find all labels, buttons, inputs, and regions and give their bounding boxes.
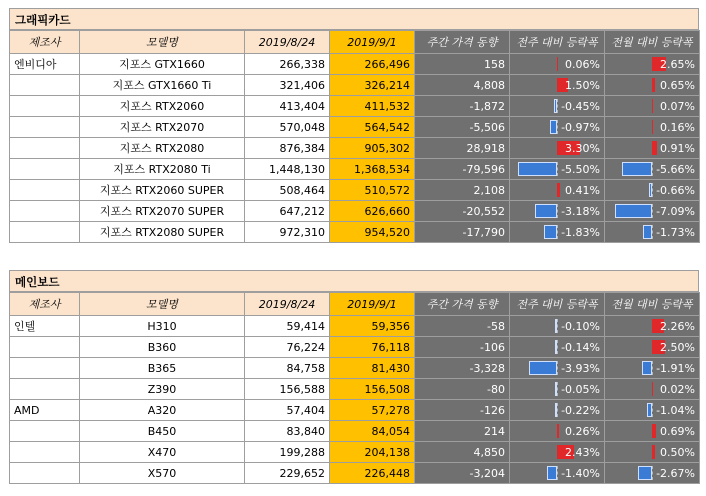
price-date1-cell: 647,212 bbox=[245, 201, 330, 222]
zero-line bbox=[652, 466, 653, 480]
price-date2-cell: 76,118 bbox=[330, 337, 415, 358]
model-cell: A320 bbox=[80, 400, 245, 421]
table-row bbox=[10, 358, 700, 379]
header-month-change: 전월 대비 등락폭 bbox=[605, 293, 700, 316]
model-cell: 지포스 RTX2080 SUPER bbox=[80, 222, 245, 243]
model-cell: 지포스 RTX2070 bbox=[80, 117, 245, 138]
price-date1-cell: 1,448,130 bbox=[245, 159, 330, 180]
zero-line bbox=[557, 204, 558, 218]
header-month-change: 전월 대비 등락폭 bbox=[605, 31, 700, 54]
price-date1-cell: 156,588 bbox=[245, 379, 330, 400]
month-change-cell bbox=[605, 316, 700, 337]
table-row bbox=[10, 421, 700, 442]
change-value: 0.07% bbox=[660, 99, 695, 113]
header-maker: 제조사 bbox=[10, 31, 80, 54]
data-bar bbox=[547, 466, 557, 480]
month-change-cell bbox=[605, 117, 700, 138]
header-trend: 주간 가격 동향 bbox=[415, 293, 510, 316]
data-bar bbox=[652, 141, 657, 155]
mb-section-title: 메인보드 bbox=[9, 270, 699, 292]
model-cell: 지포스 RTX2080 Ti bbox=[80, 159, 245, 180]
maker-cell bbox=[10, 201, 80, 222]
trend-cell: -17,790 bbox=[415, 222, 510, 243]
trend-cell: -1,872 bbox=[415, 96, 510, 117]
price-date2-cell: 1,368,534 bbox=[330, 159, 415, 180]
price-date1-cell: 876,384 bbox=[245, 138, 330, 159]
change-value: 0.16% bbox=[660, 120, 695, 134]
maker-cell bbox=[10, 75, 80, 96]
table-row bbox=[10, 117, 700, 138]
zero-line bbox=[557, 99, 558, 113]
model-cell: 지포스 RTX2060 bbox=[80, 96, 245, 117]
change-value: -1.83% bbox=[561, 225, 600, 239]
zero-line bbox=[557, 319, 558, 333]
table-row bbox=[10, 337, 700, 358]
change-value: 1.50% bbox=[565, 78, 600, 92]
table-row bbox=[10, 138, 700, 159]
month-change-cell bbox=[605, 442, 700, 463]
data-bar bbox=[652, 78, 655, 92]
maker-cell bbox=[10, 442, 80, 463]
data-bar bbox=[652, 424, 656, 438]
maker-cell bbox=[10, 337, 80, 358]
zero-line bbox=[557, 466, 558, 480]
price-date2-cell: 266,496 bbox=[330, 54, 415, 75]
price-date2-cell: 954,520 bbox=[330, 222, 415, 243]
maker-cell bbox=[10, 379, 80, 400]
trend-cell: -80 bbox=[415, 379, 510, 400]
change-value: 0.50% bbox=[660, 445, 695, 459]
change-value: 0.91% bbox=[660, 141, 695, 155]
change-value: 2.26% bbox=[660, 319, 695, 333]
change-value: 0.02% bbox=[660, 382, 695, 396]
price-date2-cell: 84,054 bbox=[330, 421, 415, 442]
model-cell: X470 bbox=[80, 442, 245, 463]
week-change-cell bbox=[510, 463, 605, 484]
week-change-cell bbox=[510, 75, 605, 96]
week-change-cell bbox=[510, 337, 605, 358]
change-value: -1.40% bbox=[561, 466, 600, 480]
change-value: -7.09% bbox=[656, 204, 695, 218]
maker-cell bbox=[10, 358, 80, 379]
header-trend: 주간 가격 동향 bbox=[415, 31, 510, 54]
mb-header-row bbox=[10, 293, 700, 316]
change-value: 2.65% bbox=[660, 57, 695, 71]
price-date1-cell: 972,310 bbox=[245, 222, 330, 243]
price-date1-cell: 229,652 bbox=[245, 463, 330, 484]
trend-cell: 158 bbox=[415, 54, 510, 75]
month-change-cell bbox=[605, 379, 700, 400]
model-cell: B360 bbox=[80, 337, 245, 358]
month-change-cell bbox=[605, 159, 700, 180]
model-cell: 지포스 RTX2070 SUPER bbox=[80, 201, 245, 222]
data-bar bbox=[518, 162, 557, 176]
zero-line bbox=[557, 225, 558, 239]
change-value: -0.97% bbox=[561, 120, 600, 134]
table-row bbox=[10, 75, 700, 96]
change-value: -2.67% bbox=[656, 466, 695, 480]
maker-cell bbox=[10, 138, 80, 159]
data-bar bbox=[557, 424, 559, 438]
zero-line bbox=[652, 225, 653, 239]
change-value: -3.93% bbox=[561, 361, 600, 375]
change-value: 3.30% bbox=[565, 141, 600, 155]
change-value: -0.45% bbox=[561, 99, 600, 113]
week-change-cell bbox=[510, 201, 605, 222]
zero-line bbox=[557, 120, 558, 134]
header-week-change: 전주 대비 등락폭 bbox=[510, 293, 605, 316]
zero-line bbox=[652, 361, 653, 375]
price-date1-cell: 84,758 bbox=[245, 358, 330, 379]
price-date1-cell: 321,406 bbox=[245, 75, 330, 96]
price-date2-cell: 905,302 bbox=[330, 138, 415, 159]
price-date2-cell: 59,356 bbox=[330, 316, 415, 337]
table-row bbox=[10, 442, 700, 463]
price-date1-cell: 76,224 bbox=[245, 337, 330, 358]
change-value: 0.26% bbox=[565, 424, 600, 438]
table-row bbox=[10, 201, 700, 222]
week-change-cell bbox=[510, 421, 605, 442]
change-value: -0.05% bbox=[561, 382, 600, 396]
data-bar bbox=[642, 361, 652, 375]
header-date1: 2019/8/24 bbox=[245, 31, 330, 54]
month-change-cell bbox=[605, 463, 700, 484]
week-change-cell bbox=[510, 159, 605, 180]
week-change-cell bbox=[510, 442, 605, 463]
price-date2-cell: 57,278 bbox=[330, 400, 415, 421]
model-cell: X570 bbox=[80, 463, 245, 484]
maker-cell bbox=[10, 463, 80, 484]
week-change-cell bbox=[510, 96, 605, 117]
data-bar bbox=[554, 99, 557, 113]
data-bar bbox=[529, 361, 557, 375]
month-change-cell bbox=[605, 180, 700, 201]
trend-cell: 4,808 bbox=[415, 75, 510, 96]
data-bar bbox=[652, 99, 653, 113]
change-value: -0.14% bbox=[561, 340, 600, 354]
month-change-cell bbox=[605, 75, 700, 96]
data-bar bbox=[647, 403, 652, 417]
change-value: -1.73% bbox=[656, 225, 695, 239]
data-bar bbox=[557, 57, 558, 71]
table-row bbox=[10, 54, 700, 75]
zero-line bbox=[652, 204, 653, 218]
price-date2-cell: 510,572 bbox=[330, 180, 415, 201]
month-change-cell bbox=[605, 201, 700, 222]
zero-line bbox=[652, 162, 653, 176]
change-value: 2.43% bbox=[565, 445, 600, 459]
model-cell: H310 bbox=[80, 316, 245, 337]
data-bar bbox=[535, 204, 557, 218]
change-value: -3.18% bbox=[561, 204, 600, 218]
price-date2-cell: 626,660 bbox=[330, 201, 415, 222]
price-date1-cell: 57,404 bbox=[245, 400, 330, 421]
data-bar bbox=[550, 120, 557, 134]
week-change-cell bbox=[510, 222, 605, 243]
maker-cell: AMD bbox=[10, 400, 80, 421]
data-bar bbox=[638, 466, 652, 480]
week-change-cell bbox=[510, 180, 605, 201]
change-value: -5.66% bbox=[656, 162, 695, 176]
maker-cell bbox=[10, 159, 80, 180]
trend-cell: 28,918 bbox=[415, 138, 510, 159]
trend-cell: -3,328 bbox=[415, 358, 510, 379]
month-change-cell bbox=[605, 138, 700, 159]
price-date2-cell: 326,214 bbox=[330, 75, 415, 96]
maker-cell bbox=[10, 96, 80, 117]
trend-cell: -126 bbox=[415, 400, 510, 421]
trend-cell: -5,506 bbox=[415, 117, 510, 138]
trend-cell: 2,108 bbox=[415, 180, 510, 201]
table-row bbox=[10, 379, 700, 400]
header-date1: 2019/8/24 bbox=[245, 293, 330, 316]
header-model: 모델명 bbox=[80, 293, 245, 316]
month-change-cell bbox=[605, 421, 700, 442]
model-cell: 지포스 GTX1660 bbox=[80, 54, 245, 75]
trend-cell: -58 bbox=[415, 316, 510, 337]
price-date1-cell: 570,048 bbox=[245, 117, 330, 138]
week-change-cell bbox=[510, 54, 605, 75]
model-cell: B450 bbox=[80, 421, 245, 442]
model-cell: 지포스 RTX2060 SUPER bbox=[80, 180, 245, 201]
data-bar bbox=[555, 403, 557, 417]
price-date1-cell: 199,288 bbox=[245, 442, 330, 463]
data-bar bbox=[643, 225, 652, 239]
data-bar bbox=[544, 225, 557, 239]
price-date1-cell: 266,338 bbox=[245, 54, 330, 75]
price-date2-cell: 81,430 bbox=[330, 358, 415, 379]
mb-price-table bbox=[9, 270, 699, 484]
zero-line bbox=[557, 382, 558, 396]
table-row bbox=[10, 159, 700, 180]
data-bar bbox=[555, 340, 557, 354]
trend-cell: -79,596 bbox=[415, 159, 510, 180]
trend-cell: 4,850 bbox=[415, 442, 510, 463]
header-week-change: 전주 대비 등락폭 bbox=[510, 31, 605, 54]
model-cell: B365 bbox=[80, 358, 245, 379]
header-date2: 2019/9/1 bbox=[330, 31, 415, 54]
table-row bbox=[10, 400, 700, 421]
table-row bbox=[10, 222, 700, 243]
week-change-cell bbox=[510, 138, 605, 159]
trend-cell: -106 bbox=[415, 337, 510, 358]
maker-cell bbox=[10, 180, 80, 201]
price-date1-cell: 83,840 bbox=[245, 421, 330, 442]
price-date2-cell: 226,448 bbox=[330, 463, 415, 484]
week-change-cell bbox=[510, 358, 605, 379]
change-value: 0.65% bbox=[660, 78, 695, 92]
data-bar bbox=[652, 445, 655, 459]
trend-cell: 214 bbox=[415, 421, 510, 442]
change-value: -1.91% bbox=[656, 361, 695, 375]
trend-cell: -20,552 bbox=[415, 201, 510, 222]
change-value: 0.41% bbox=[565, 183, 600, 197]
month-change-cell bbox=[605, 54, 700, 75]
month-change-cell bbox=[605, 96, 700, 117]
table-row bbox=[10, 463, 700, 484]
gpu-header-row bbox=[10, 31, 700, 54]
month-change-cell bbox=[605, 400, 700, 421]
data-bar bbox=[557, 183, 560, 197]
maker-cell bbox=[10, 421, 80, 442]
change-value: 2.50% bbox=[660, 340, 695, 354]
month-change-cell bbox=[605, 358, 700, 379]
model-cell: 지포스 RTX2080 bbox=[80, 138, 245, 159]
price-date2-cell: 204,138 bbox=[330, 442, 415, 463]
price-date1-cell: 413,404 bbox=[245, 96, 330, 117]
maker-cell: 인텔 bbox=[10, 316, 80, 337]
header-maker: 제조사 bbox=[10, 293, 80, 316]
week-change-cell bbox=[510, 400, 605, 421]
model-cell: 지포스 GTX1660 Ti bbox=[80, 75, 245, 96]
table-row bbox=[10, 316, 700, 337]
change-value: -0.10% bbox=[561, 319, 600, 333]
change-value: -0.66% bbox=[656, 183, 695, 197]
month-change-cell bbox=[605, 222, 700, 243]
header-date2: 2019/9/1 bbox=[330, 293, 415, 316]
data-bar bbox=[622, 162, 652, 176]
week-change-cell bbox=[510, 117, 605, 138]
table-row bbox=[10, 180, 700, 201]
zero-line bbox=[557, 403, 558, 417]
model-cell: Z390 bbox=[80, 379, 245, 400]
data-bar bbox=[649, 183, 652, 197]
month-change-cell bbox=[605, 337, 700, 358]
price-date1-cell: 59,414 bbox=[245, 316, 330, 337]
gpu-price-table bbox=[9, 8, 699, 243]
week-change-cell bbox=[510, 316, 605, 337]
header-model: 모델명 bbox=[80, 31, 245, 54]
data-bar bbox=[555, 319, 557, 333]
price-date2-cell: 156,508 bbox=[330, 379, 415, 400]
change-value: -1.04% bbox=[656, 403, 695, 417]
maker-cell bbox=[10, 222, 80, 243]
change-value: -0.22% bbox=[561, 403, 600, 417]
data-bar bbox=[555, 382, 557, 396]
zero-line bbox=[652, 403, 653, 417]
change-value: 0.69% bbox=[660, 424, 695, 438]
zero-line bbox=[557, 340, 558, 354]
maker-cell bbox=[10, 117, 80, 138]
zero-line bbox=[557, 162, 558, 176]
trend-cell: -3,204 bbox=[415, 463, 510, 484]
zero-line bbox=[557, 361, 558, 375]
price-date2-cell: 411,532 bbox=[330, 96, 415, 117]
data-bar bbox=[615, 204, 652, 218]
change-value: -5.50% bbox=[561, 162, 600, 176]
data-bar bbox=[652, 120, 653, 134]
week-change-cell bbox=[510, 379, 605, 400]
zero-line bbox=[652, 183, 653, 197]
price-date1-cell: 508,464 bbox=[245, 180, 330, 201]
data-bar bbox=[652, 382, 653, 396]
price-date2-cell: 564,542 bbox=[330, 117, 415, 138]
change-value: 0.06% bbox=[565, 57, 600, 71]
maker-cell: 엔비디아 bbox=[10, 54, 80, 75]
gpu-section-title: 그래픽카드 bbox=[9, 8, 699, 30]
table-row bbox=[10, 96, 700, 117]
